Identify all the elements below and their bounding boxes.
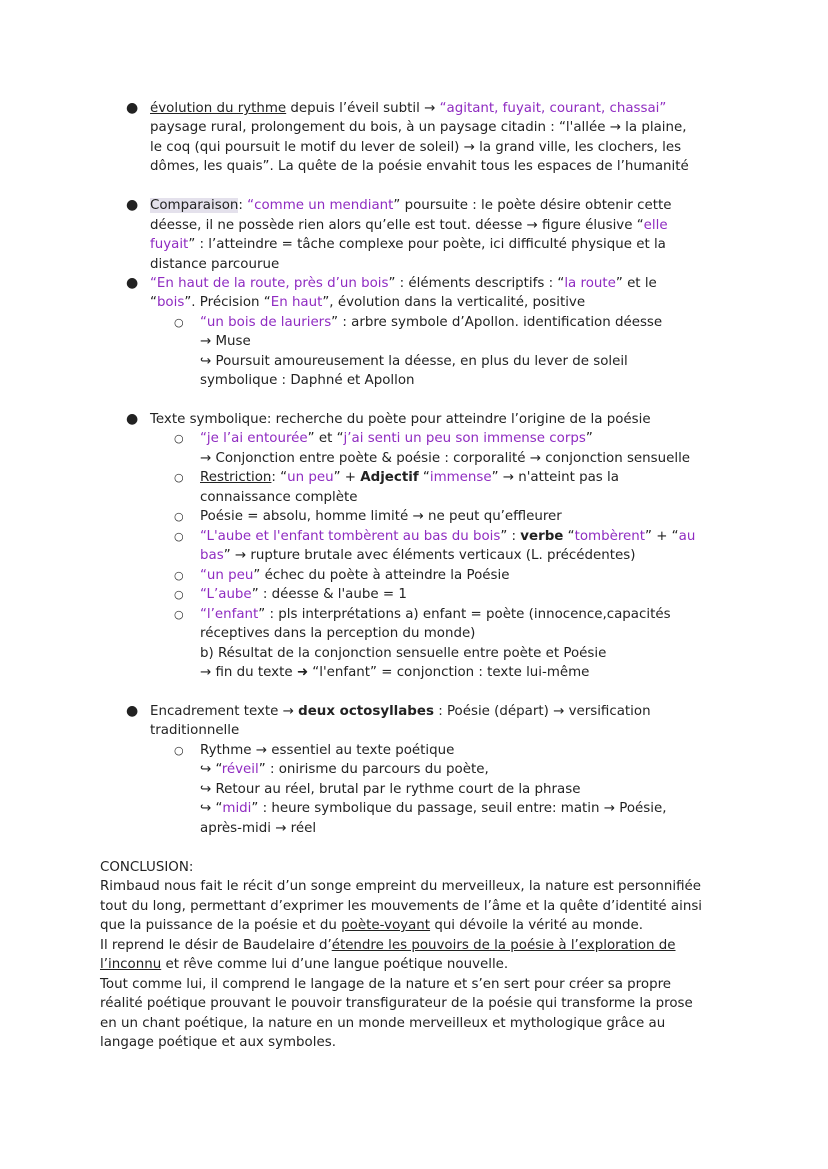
text-line: “l’enfant” : pls interprétations a) enfant = poète (innocence,capacités (200, 607, 671, 622)
sub-bullet: ○ (174, 316, 184, 329)
text-line: distance parcourue (150, 257, 280, 272)
bullet: ● (126, 197, 139, 213)
text-line: dômes, les quais”. La quête de la poésie envahit tous les espaces de l’humanité (150, 159, 689, 174)
text-line: Restriction: “un peu” + Adjectif “immense” → n'atteint pas la (200, 470, 619, 485)
text-line: Il reprend le désir de Baudelaire d’étendre les pouvoirs de la poésie à l’exploration de (100, 938, 676, 953)
text-line: “un bois de lauriers” : arbre symbole d’Apollon. identification déesse (200, 315, 663, 330)
text-line: langage poétique et aux symboles. (100, 1035, 336, 1050)
text-line: ↪ “midi” : heure symbolique du passage, seuil entre: matin → Poésie, (200, 801, 667, 816)
text-line: tout du long, permettant d’exprimer les mouvements de l’âme et la quête d’identité ainsi (100, 899, 703, 914)
text-line: réceptives dans la perception du monde) (200, 626, 476, 641)
text-line: Poésie = absolu, homme limité → ne peut qu’effleurer (200, 509, 562, 524)
conclusion-heading: CONCLUSION: (100, 860, 194, 875)
text-line: connaissance complète (200, 490, 358, 505)
text-line: Encadrement texte → deux octosyllabes : Poésie (départ) → versification (150, 704, 651, 719)
text-line: → Muse (200, 334, 251, 349)
text-line: bas” → rupture brutale avec éléments verticaux (L. précédentes) (200, 548, 636, 563)
text-line: déesse, il ne possède rien alors qu’elle est tout. déesse → figure élusive “elle (150, 218, 668, 233)
text-line: “L'aube et l'enfant tombèrent au bas du bois” : verbe “tombèrent” + “au (200, 529, 696, 544)
text-line: → fin du texte ➜ “l'enfant” = conjonction : texte lui-même (200, 665, 590, 680)
text-line: traditionnelle (150, 723, 240, 738)
bullet: ● (126, 703, 139, 719)
sub-bullet: ○ (174, 608, 184, 621)
text-line: paysage rural, prolongement du bois, à un paysage citadin : “l'allée → la plaine, (150, 120, 687, 135)
text-line: réalité poétique prouvant le pouvoir transfigurateur de la poésie qui transforme la prose (100, 996, 693, 1011)
text-line: l’inconnu et rêve comme lui d’une langue poétique nouvelle. (100, 957, 509, 972)
text-line: Rythme → essentiel au texte poétique (200, 743, 455, 758)
text-line: le coq (qui poursuit le motif du lever de soleil) → la grand ville, les clochers, les (150, 140, 682, 155)
bullet: ● (126, 100, 139, 116)
sub-bullet: ○ (174, 744, 184, 757)
text-line: Comparaison: “comme un mendiant” poursuite : le poète désire obtenir cette (150, 198, 672, 213)
text-line: ↪ Retour au réel, brutal par le rythme court de la phrase (200, 782, 581, 797)
text-line: b) Résultat de la conjonction sensuelle entre poète et Poésie (200, 646, 607, 661)
text-line: ↪ Poursuit amoureusement la déesse, en plus du lever de soleil (200, 354, 628, 369)
text-line: “je l’ai entourée” et “j’ai senti un peu son immense corps” (200, 431, 593, 446)
sub-bullet: ○ (174, 588, 184, 601)
text-line: “L’aube” : déesse & l'aube = 1 (200, 587, 407, 602)
sub-bullet: ○ (174, 569, 184, 582)
text-line: évolution du rythme depuis l’éveil subtil → “agitant, fuyait, courant, chassai” (150, 101, 667, 116)
sub-bullet: ○ (174, 432, 184, 445)
sub-bullet: ○ (174, 530, 184, 543)
text-line: “En haut de la route, près d’un bois” : éléments descriptifs : “la route” et le (150, 276, 657, 291)
text-line: en un chant poétique, la nature en un monde merveilleux et mythologique grâce au (100, 1016, 666, 1031)
text-line: Texte symbolique: recherche du poète pour atteindre l’origine de la poésie (150, 412, 651, 427)
sub-bullet: ○ (174, 510, 184, 523)
bullet: ● (126, 411, 139, 427)
text-line: que la puissance de la poésie et du poète-voyant qui dévoile la vérité au monde. (100, 918, 644, 933)
text-line: symbolique : Daphné et Apollon (200, 373, 415, 388)
text-line: après-midi → réel (200, 821, 317, 836)
sub-bullet: ○ (174, 471, 184, 484)
text-line: fuyait” : l’atteindre = tâche complexe pour poète, ici difficulté physique et la (150, 237, 666, 252)
text-line: → Conjonction entre poète & poésie : corporalité → conjonction sensuelle (200, 451, 691, 466)
text-line: ↪ “réveil” : onirisme du parcours du poète, (200, 762, 489, 777)
text-line: “un peu” échec du poète à atteindre la Poésie (200, 568, 510, 583)
text-line: “bois”. Précision “En haut”, évolution dans la verticalité, positive (150, 295, 586, 310)
bullet: ● (126, 275, 139, 291)
text-line: Tout comme lui, il comprend le langage de la nature et s’en sert pour créer sa propre (100, 977, 672, 992)
text-line: Rimbaud nous fait le récit d’un songe empreint du merveilleux, la nature est personnifiée (100, 879, 701, 894)
